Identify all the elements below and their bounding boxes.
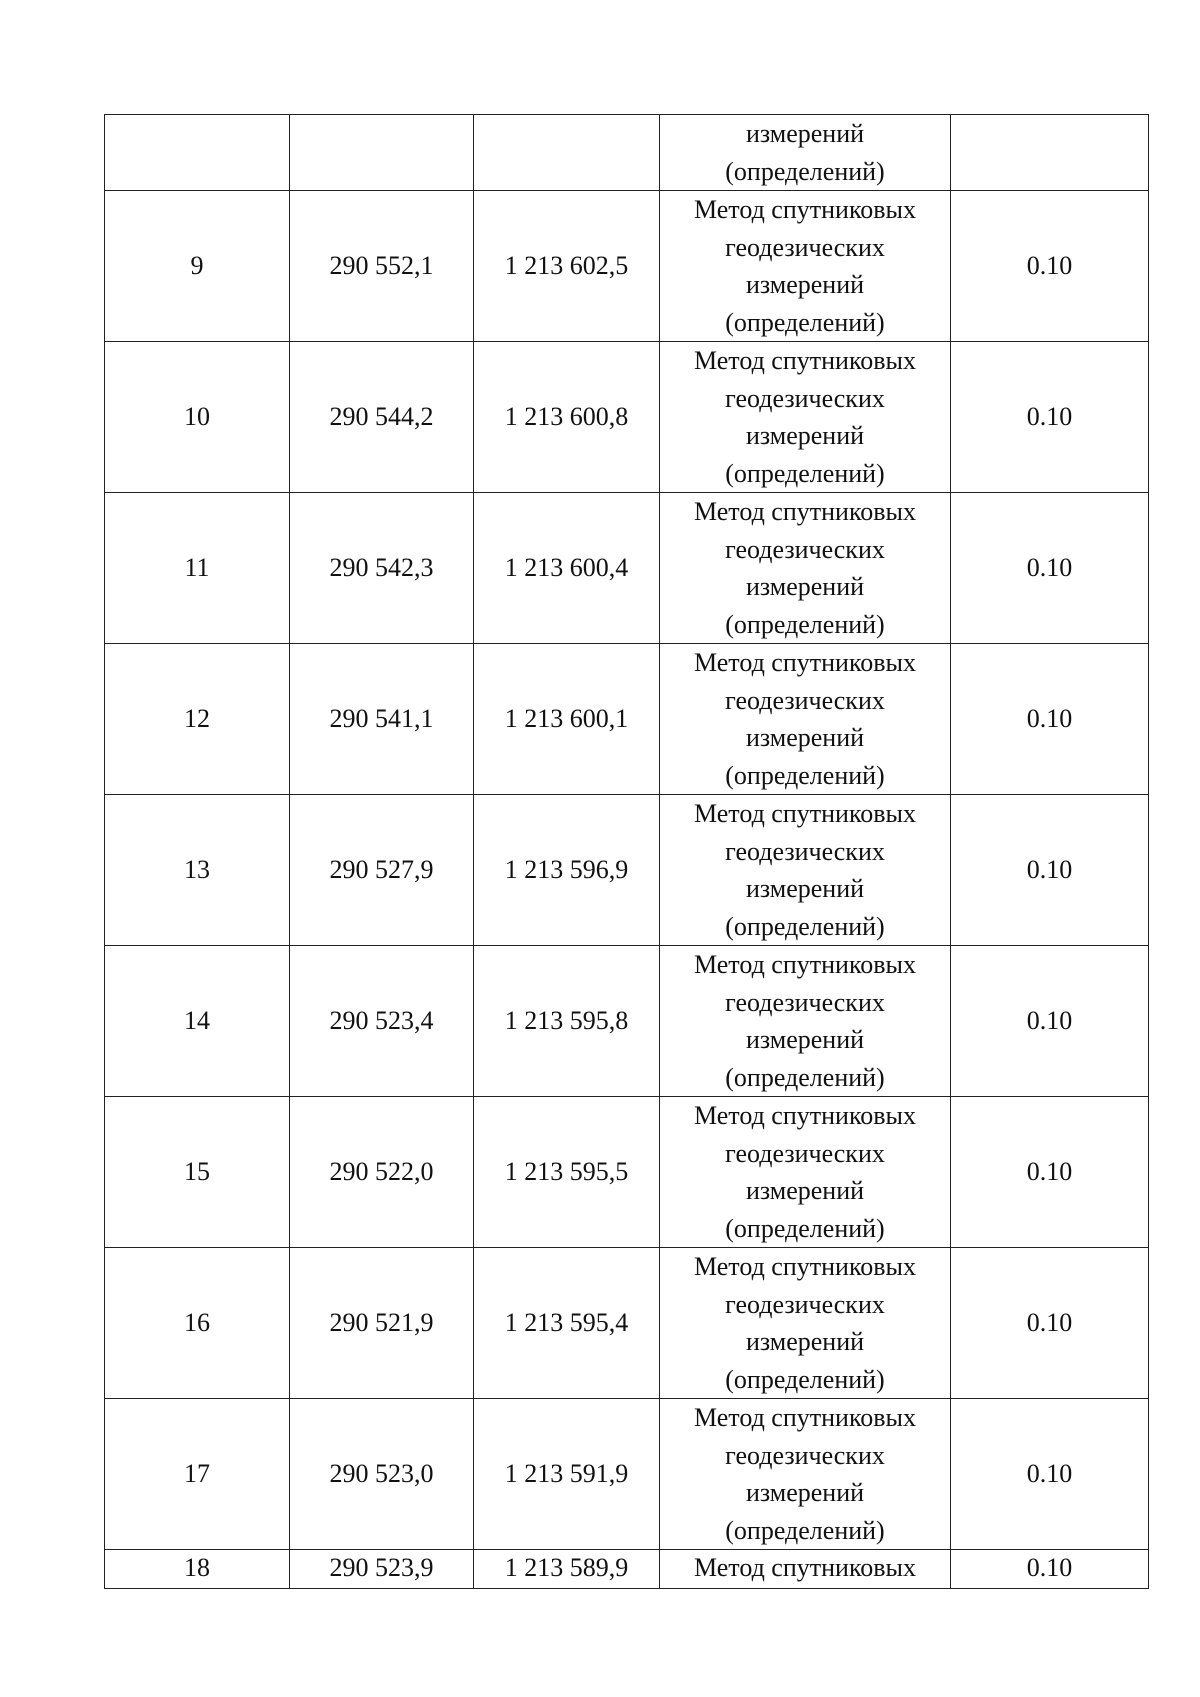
table-row-last bbox=[105, 1550, 1149, 1589]
cell-x: 290 552,1 bbox=[290, 191, 474, 342]
cell-accuracy bbox=[951, 115, 1149, 191]
cell-y: 1 213 602,5 bbox=[474, 191, 660, 342]
cell-y: 1 213 589,9 bbox=[474, 1550, 660, 1589]
cell-point bbox=[105, 115, 290, 191]
cell-x: 290 522,0 bbox=[290, 1097, 474, 1248]
coordinates-table bbox=[104, 114, 1149, 1589]
cell-y: 1 213 600,8 bbox=[474, 342, 660, 493]
cell-method: Метод спутниковых bbox=[660, 1550, 951, 1589]
cell-method: Метод спутниковых геодезических измерений (определений) bbox=[660, 795, 951, 946]
cell-method: Метод спутниковых геодезических измерений (определений) bbox=[660, 644, 951, 795]
cell-y bbox=[474, 115, 660, 191]
cell-point: 12 bbox=[105, 644, 290, 795]
cell-y: 1 213 595,4 bbox=[474, 1248, 660, 1399]
cell-y: 1 213 596,9 bbox=[474, 795, 660, 946]
cell-method: Метод спутниковых геодезических измерений (определений) bbox=[660, 1399, 951, 1550]
table-row bbox=[105, 795, 1149, 946]
cell-y: 1 213 600,4 bbox=[474, 493, 660, 644]
cell-method: Метод спутниковых геодезических измерений (определений) bbox=[660, 191, 951, 342]
cell-method: Метод спутниковых геодезических измерений (определений) bbox=[660, 1097, 951, 1248]
table-row bbox=[105, 644, 1149, 795]
cell-x: 290 527,9 bbox=[290, 795, 474, 946]
cell-accuracy: 0.10 bbox=[951, 795, 1149, 946]
cell-accuracy: 0.10 bbox=[951, 342, 1149, 493]
cell-x: 290 544,2 bbox=[290, 342, 474, 493]
table-row bbox=[105, 191, 1149, 342]
cell-y: 1 213 600,1 bbox=[474, 644, 660, 795]
cell-y: 1 213 595,5 bbox=[474, 1097, 660, 1248]
cell-accuracy: 0.10 bbox=[951, 191, 1149, 342]
cell-point: 18 bbox=[105, 1550, 290, 1589]
table-row bbox=[105, 1248, 1149, 1399]
table-row bbox=[105, 342, 1149, 493]
cell-x: 290 523,9 bbox=[290, 1550, 474, 1589]
table-row bbox=[105, 1399, 1149, 1550]
cell-x: 290 541,1 bbox=[290, 644, 474, 795]
cell-accuracy: 0.10 bbox=[951, 1097, 1149, 1248]
cell-method: Метод спутниковых геодезических измерений (определений) bbox=[660, 342, 951, 493]
cell-accuracy: 0.10 bbox=[951, 1550, 1149, 1589]
cell-x: 290 521,9 bbox=[290, 1248, 474, 1399]
table-row bbox=[105, 493, 1149, 644]
cell-point: 14 bbox=[105, 946, 290, 1097]
cell-point: 10 bbox=[105, 342, 290, 493]
cell-method: Метод спутниковых геодезических измерений (определений) bbox=[660, 946, 951, 1097]
cell-x: 290 523,0 bbox=[290, 1399, 474, 1550]
cell-accuracy: 0.10 bbox=[951, 1248, 1149, 1399]
cell-method: измерений (определений) bbox=[660, 115, 951, 191]
cell-accuracy: 0.10 bbox=[951, 644, 1149, 795]
cell-accuracy: 0.10 bbox=[951, 1399, 1149, 1550]
table-row bbox=[105, 946, 1149, 1097]
cell-y: 1 213 591,9 bbox=[474, 1399, 660, 1550]
cell-x: 290 542,3 bbox=[290, 493, 474, 644]
table-row-continuation bbox=[105, 115, 1149, 191]
cell-point: 17 bbox=[105, 1399, 290, 1550]
cell-point: 15 bbox=[105, 1097, 290, 1248]
table-row bbox=[105, 1097, 1149, 1248]
cell-accuracy: 0.10 bbox=[951, 493, 1149, 644]
cell-y: 1 213 595,8 bbox=[474, 946, 660, 1097]
cell-method: Метод спутниковых геодезических измерений (определений) bbox=[660, 493, 951, 644]
cell-x bbox=[290, 115, 474, 191]
cell-x: 290 523,4 bbox=[290, 946, 474, 1097]
cell-point: 13 bbox=[105, 795, 290, 946]
cell-point: 16 bbox=[105, 1248, 290, 1399]
cell-method: Метод спутниковых геодезических измерений (определений) bbox=[660, 1248, 951, 1399]
cell-point: 11 bbox=[105, 493, 290, 644]
cell-accuracy: 0.10 bbox=[951, 946, 1149, 1097]
cell-point: 9 bbox=[105, 191, 290, 342]
